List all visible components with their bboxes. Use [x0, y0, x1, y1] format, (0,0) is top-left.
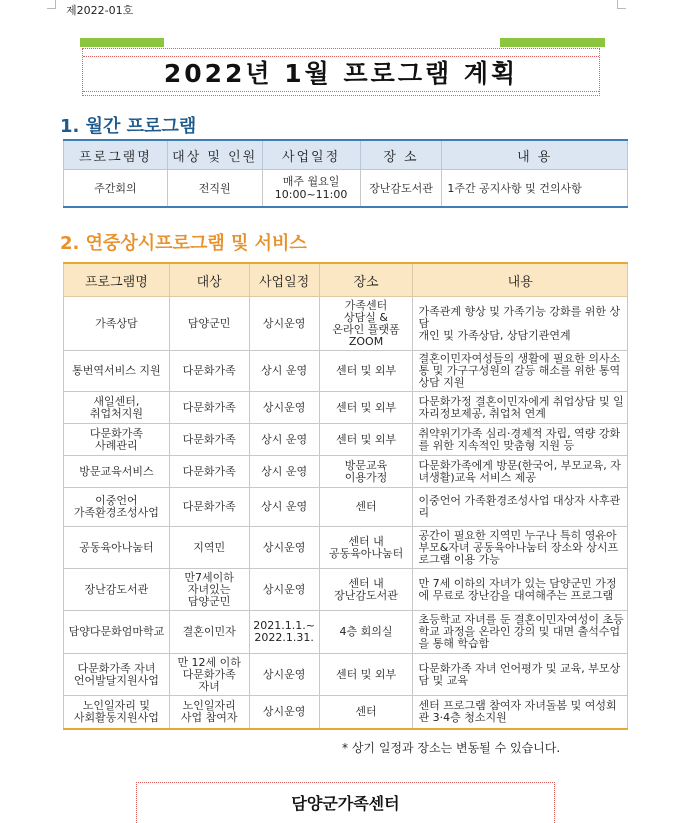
content-cell: 취약위기가족 심리·경제적 자립, 역량 강화를 위한 지속적인 맞춤형 지원 등: [413, 424, 628, 456]
table-row: [64, 488, 628, 527]
schedule-cell: 상시운영: [249, 392, 319, 424]
place-cell: 방문교육 이용가정: [319, 456, 413, 488]
schedule-cell: 매주 월요일 10:00~11:00: [262, 170, 360, 208]
content-cell: 이중언어 가족환경조성사업 대상자 사후관리: [413, 488, 628, 527]
content-cell: 다문화가족 자녀 언어평가 및 교육, 부모상담 및 교육: [413, 654, 628, 696]
table-row: [64, 456, 628, 488]
content-cell: 만 7세 이하의 자녀가 있는 담양군민 가정에 무료로 장난감을 대여해주는 프로그램: [413, 569, 628, 611]
table-row: [64, 170, 628, 208]
header-cell: 대상 및 인원: [167, 140, 262, 170]
table-row: [64, 696, 628, 729]
header-cell: 장 소: [360, 140, 442, 170]
table-header-row: [64, 263, 628, 297]
target-cell: 지역민: [169, 527, 249, 569]
schedule-cell: 상시 운영: [249, 351, 319, 392]
table-row: [64, 297, 628, 351]
schedule-cell: 상시 운영: [249, 488, 319, 527]
schedule-cell: 상시운영: [249, 696, 319, 729]
program-name-cell: 장난감도서관: [64, 569, 170, 611]
page-corner-mark-right: [617, 0, 626, 9]
content-cell: 결혼이민자여성들의 생활에 필요한 의사소통 및 가구구성원의 갈등 해소를 위한 통역 상담 지원: [413, 351, 628, 392]
table-row: [64, 351, 628, 392]
schedule-change-note: * 상기 일정과 장소는 변동될 수 있습니다.: [342, 741, 561, 755]
target-cell: 다문화가족: [169, 456, 249, 488]
content-cell: 가족관계 향상 및 가족기능 강화를 위한 상담 개인 및 가족상담, 상담기관연계: [413, 297, 628, 351]
target-cell: 다문화가족: [169, 424, 249, 456]
header-cell: 내 용: [442, 140, 628, 170]
place-cell: 센터 내 장난감도서관: [319, 569, 413, 611]
target-cell: 담양군민: [169, 297, 249, 351]
yearly-program-table: [63, 262, 628, 730]
table-header-row: [64, 140, 628, 170]
header-cell: 프로그램명: [64, 263, 170, 297]
header-cell: 대상: [169, 263, 249, 297]
target-cell: 다문화가족: [169, 351, 249, 392]
content-cell: 공간이 필요한 지역민 누구나 특히 영유아 부모&자녀 공동육아나눔터 장소와 상시프로그램 이용 가능: [413, 527, 628, 569]
section2-heading: 2. 연중상시프로그램 및 서비스: [60, 233, 307, 254]
header-cell: 사업일정: [262, 140, 360, 170]
schedule-cell: 상시운영: [249, 297, 319, 351]
content-cell: 센터 프로그램 참여자 자녀돌봄 및 여성회관 3·4층 청소지원: [413, 696, 628, 729]
place-cell: 센터: [319, 488, 413, 527]
target-cell: 만 12세 이하 다문화가족 자녀: [169, 654, 249, 696]
table-row: [64, 527, 628, 569]
header-cell: 장소: [319, 263, 413, 297]
table-row: [64, 611, 628, 654]
place-cell: 센터 및 외부: [319, 654, 413, 696]
program-name-cell: 주간회의: [64, 170, 168, 208]
table-row: [64, 569, 628, 611]
program-name-cell: 가족상담: [64, 297, 170, 351]
place-cell: 센터: [319, 696, 413, 729]
place-cell: 센터 및 외부: [319, 392, 413, 424]
target-cell: 만7세이하 자녀있는 담양군민: [169, 569, 249, 611]
header-cell: 내용: [413, 263, 628, 297]
footer-box: [136, 782, 555, 823]
title-box: [82, 48, 600, 96]
monthly-program-table: [63, 139, 628, 208]
place-cell: 가족센터 상담실 & 온라인 플랫폼 ZOOM: [319, 297, 413, 351]
target-cell: 전직원: [167, 170, 262, 208]
page-title: 2022년 1월 프로그램 계획: [163, 59, 519, 88]
place-cell: 센터 내 공동육아나눔터: [319, 527, 413, 569]
place-cell: 센터 및 외부: [319, 424, 413, 456]
target-cell: 다문화가족: [169, 488, 249, 527]
content-cell: 다문화가정 결혼이민자에게 취업상담 및 일자리정보제공, 취업처 연계: [413, 392, 628, 424]
program-name-cell: 노인일자리 및 사회활동지원사업: [64, 696, 170, 729]
program-name-cell: 공동육아나눔터: [64, 527, 170, 569]
program-name-cell: 담양다문화엄마학교: [64, 611, 170, 654]
green-accent-bar-right: [500, 38, 605, 47]
schedule-cell: 2021.1.1.~ 2022.1.31.: [249, 611, 319, 654]
program-name-cell: 방문교육서비스: [64, 456, 170, 488]
place-cell: 센터 및 외부: [319, 351, 413, 392]
page-corner-mark-left: [47, 0, 56, 9]
header-cell: 사업일정: [249, 263, 319, 297]
section1-heading: 1. 월간 프로그램: [60, 116, 197, 137]
place-cell: 장난감도서관: [360, 170, 442, 208]
organization-name: 담양군가족센터: [291, 794, 400, 813]
target-cell: 결혼이민자: [169, 611, 249, 654]
table-row: [64, 654, 628, 696]
target-cell: 다문화가족: [169, 392, 249, 424]
content-cell: 1주간 공지사항 및 건의사항: [442, 170, 628, 208]
program-name-cell: 다문화가족 사례관리: [64, 424, 170, 456]
doc-number: 제2022-01호: [66, 4, 134, 17]
green-accent-bar-left: [80, 38, 164, 47]
program-name-cell: 통번역서비스 지원: [64, 351, 170, 392]
target-cell: 노인일자리 사업 참여자: [169, 696, 249, 729]
schedule-cell: 상시운영: [249, 527, 319, 569]
content-cell: 다문화가족에게 방문(한국어, 부모교육, 자녀생활)교육 서비스 제공: [413, 456, 628, 488]
program-name-cell: 이중언어 가족환경조성사업: [64, 488, 170, 527]
program-name-cell: 새일센터, 취업처지원: [64, 392, 170, 424]
place-cell: 4층 회의실: [319, 611, 413, 654]
header-cell: 프로그램명: [64, 140, 168, 170]
table-row: [64, 424, 628, 456]
schedule-cell: 상시운영: [249, 569, 319, 611]
content-cell: 초등학교 자녀를 둔 결혼이민자여성이 초등학교 과정을 온라인 강의 및 대면 출석수업을 통해 학습함: [413, 611, 628, 654]
table-row: [64, 392, 628, 424]
schedule-cell: 상시 운영: [249, 456, 319, 488]
schedule-cell: 상시운영: [249, 654, 319, 696]
schedule-cell: 상시 운영: [249, 424, 319, 456]
program-name-cell: 다문화가족 자녀 언어발달지원사업: [64, 654, 170, 696]
